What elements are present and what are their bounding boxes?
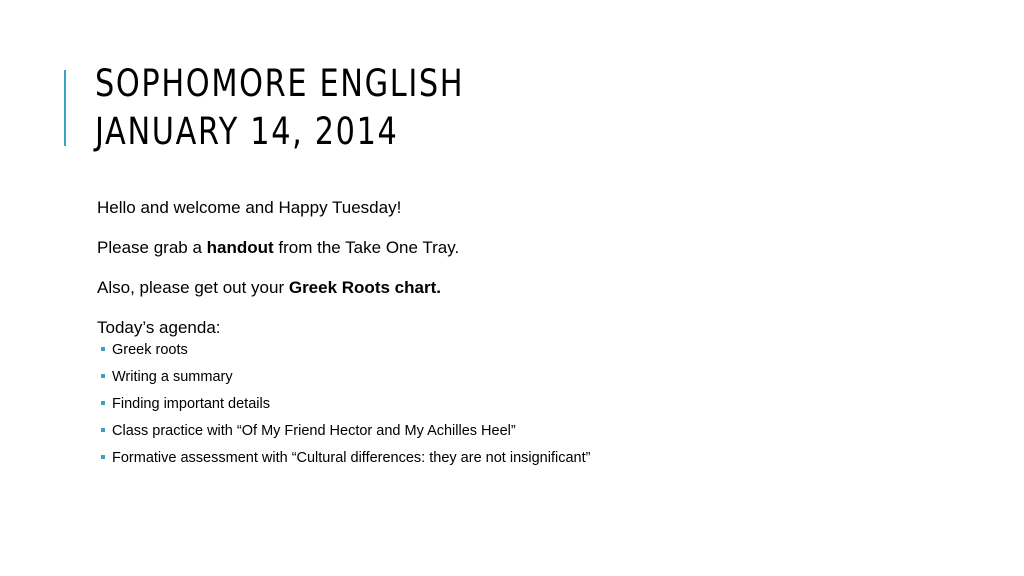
agenda-item bbox=[97, 395, 977, 413]
handout-paragraph bbox=[97, 236, 977, 260]
title-accent-bar bbox=[64, 70, 66, 146]
bullet-icon bbox=[101, 428, 105, 432]
roots-chart-text-pre: Also, please get out your bbox=[97, 278, 289, 297]
agenda-item-text: Greek roots bbox=[112, 342, 188, 358]
welcome-paragraph bbox=[97, 196, 977, 220]
agenda-item bbox=[97, 341, 977, 359]
agenda-item-text: Finding important details bbox=[112, 396, 270, 412]
agenda-heading: Today’s agenda: bbox=[97, 318, 221, 337]
bullet-icon bbox=[101, 455, 105, 459]
handout-emphasis: handout bbox=[206, 238, 274, 257]
roots-chart-emphasis: Greek Roots chart. bbox=[288, 278, 441, 297]
handout-text-post: from the Take One Tray. bbox=[273, 238, 460, 257]
bullet-icon bbox=[101, 374, 105, 378]
slide-body bbox=[97, 196, 977, 476]
agenda-item bbox=[97, 449, 977, 467]
agenda-item-text: Formative assessment with “Cultural differences: they are not insignificant” bbox=[112, 450, 591, 466]
agenda-item-text: Class practice with “Of My Friend Hector and My Achilles Heel” bbox=[112, 423, 516, 439]
handout-text-pre: Please grab a bbox=[97, 238, 207, 257]
bullet-icon bbox=[101, 347, 105, 351]
agenda-list bbox=[97, 341, 977, 467]
bullet-icon bbox=[101, 401, 105, 405]
slide-title bbox=[95, 60, 464, 156]
agenda-item bbox=[97, 368, 977, 386]
title-line-date: JANUARY 14, 2014 bbox=[95, 110, 399, 153]
title-line-course: SOPHOMORE ENGLISH bbox=[95, 62, 465, 105]
agenda-item bbox=[97, 422, 977, 440]
roots-chart-paragraph bbox=[97, 276, 977, 300]
agenda-item-text: Writing a summary bbox=[112, 369, 233, 385]
welcome-text: Hello and welcome and Happy Tuesday! bbox=[97, 198, 402, 217]
